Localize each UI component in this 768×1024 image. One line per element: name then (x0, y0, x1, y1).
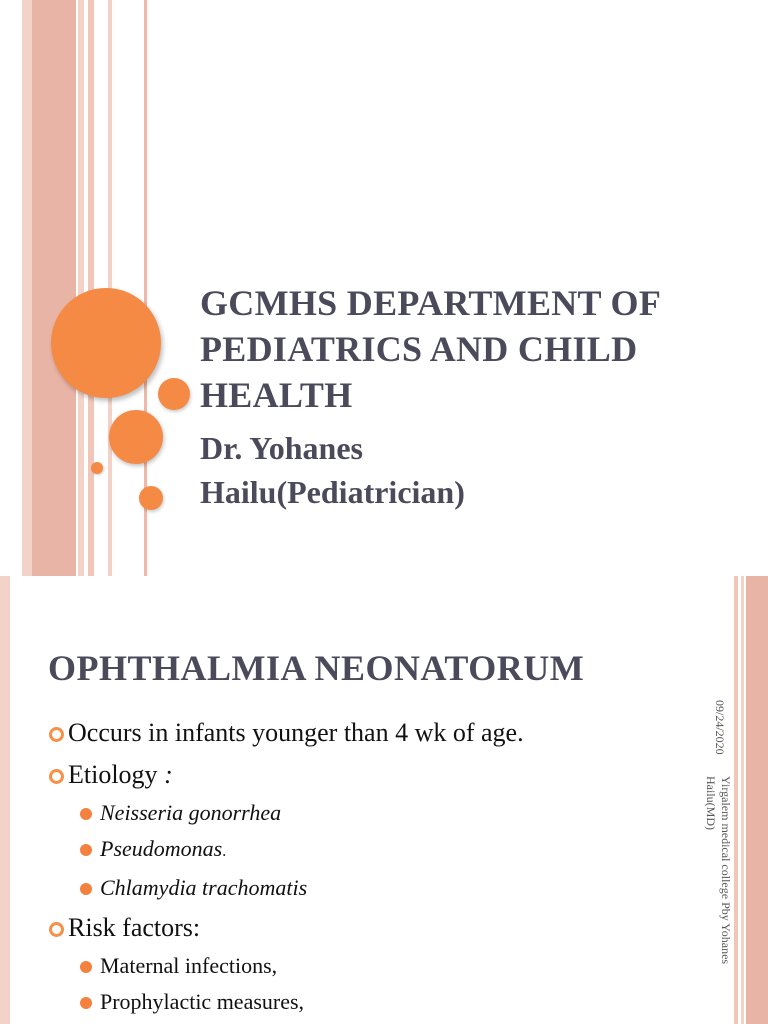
decor-band (32, 0, 76, 576)
sub-bullet-suffix: . (222, 843, 227, 860)
decor-band (78, 0, 84, 576)
bullet-item (48, 760, 698, 790)
slide-title-line: HEALTH (200, 375, 353, 415)
dot-bullet-icon (80, 883, 92, 895)
decor-circle (51, 288, 161, 398)
decor-band (746, 576, 768, 1024)
bullet-list (48, 716, 698, 1015)
slide-subtitle (200, 426, 740, 514)
decor-band (741, 576, 744, 1024)
bullet-text: Risk factors: (68, 913, 201, 942)
ring-bullet-icon (49, 769, 64, 784)
decor-circle (109, 410, 163, 464)
bullet-item (48, 913, 698, 943)
sub-bullet-text: Pseudomonas (100, 836, 223, 861)
sub-bullet-item (48, 875, 698, 901)
sub-bullet-text: Chlamydia trachomatis (100, 875, 308, 900)
sub-bullet-item (48, 836, 698, 865)
sub-bullet-item (48, 989, 698, 1015)
decor-circle (91, 462, 103, 474)
content-slide (0, 576, 768, 1024)
dot-bullet-icon (80, 844, 92, 856)
decor-circle (139, 486, 163, 510)
sub-bullet-text: Maternal infections, (100, 953, 278, 978)
decor-band (22, 0, 32, 576)
subtitle-line: Dr. Yohanes (200, 430, 363, 466)
slide-title-line: GCMHS DEPARTMENT OF (200, 283, 662, 323)
dot-bullet-icon (80, 808, 92, 820)
decor-band (0, 576, 10, 1024)
slide-footer-line: Hailu(MD) (704, 776, 718, 830)
sub-bullet-text: Neisseria gonorrhea (100, 800, 282, 825)
bullet-text: Etiology (68, 760, 158, 789)
bullet-item (48, 718, 698, 748)
slide-footer-line: Yirgalem medical college Pby Yohanes (719, 776, 733, 965)
slide-title-line: PEDIATRICS AND CHILD (200, 329, 638, 369)
slide-date: 09/24/2020 (713, 700, 727, 755)
decor-band (734, 576, 738, 1024)
ring-bullet-icon (49, 727, 64, 742)
decor-circle (158, 378, 190, 410)
dot-bullet-icon (80, 997, 92, 1009)
decor-band (88, 0, 94, 576)
bullet-text: Occurs in infants younger than 4 wk of age. (68, 718, 524, 747)
sub-bullet-text: Prophylactic measures, (100, 989, 305, 1014)
title-block (200, 280, 740, 514)
sub-bullet-item (48, 953, 698, 979)
subtitle-line: Hailu(Pediatrician) (200, 474, 465, 510)
sub-bullet-item (48, 800, 698, 826)
ring-bullet-icon (49, 922, 64, 937)
slide-title: OPHTHALMIA NEONATORUM (48, 648, 585, 688)
dot-bullet-icon (80, 961, 92, 973)
slide-title (200, 280, 740, 418)
bullet-suffix: : (157, 760, 173, 789)
